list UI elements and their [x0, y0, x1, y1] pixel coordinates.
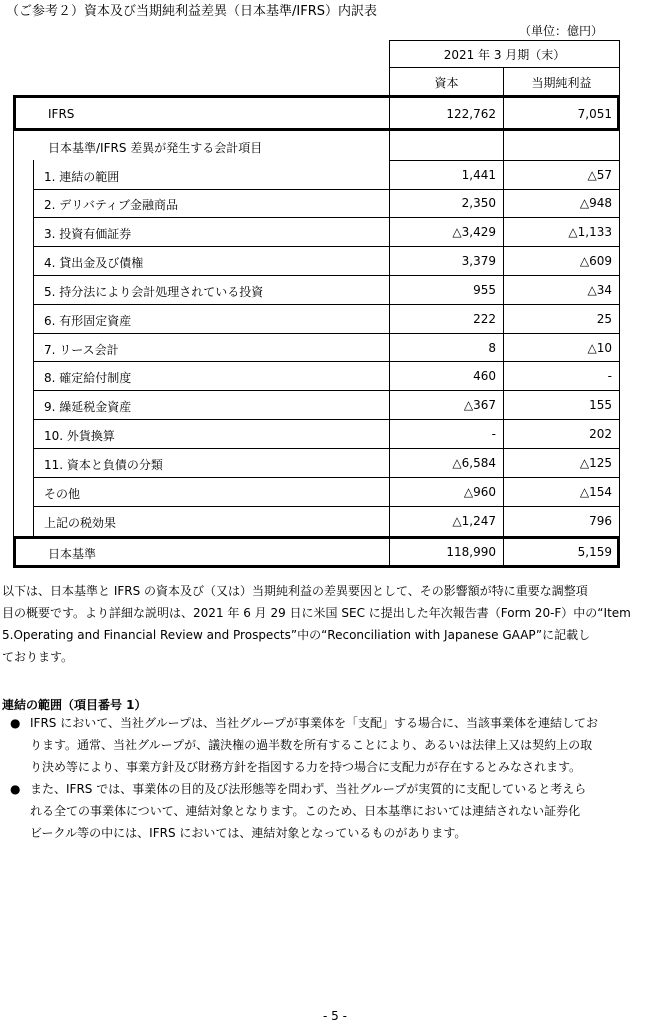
capital-value: 955 [473, 283, 496, 297]
net-income-value: 796 [589, 514, 612, 528]
bullet-line: り決め等により、事業方針及び財務方針を指図する力を持つ場合に支配力が存在するとみなされます。 [30, 760, 582, 774]
section-title: 連結の範囲（項目番号 1） [2, 698, 147, 712]
capital-value: 8 [488, 341, 496, 355]
net-income-value: △10 [587, 341, 612, 355]
capital-value: 222 [473, 312, 496, 326]
net-income-value: 25 [596, 312, 612, 326]
ifrs-capital-value: 122,762 [446, 107, 496, 121]
capital-value: △1,247 [452, 514, 496, 528]
ifrs-net-income-value: 7,051 [577, 107, 612, 121]
row-label: 11. 資本と負債の分類 [44, 458, 163, 472]
jgaap-net-income-value: 5,159 [577, 545, 612, 559]
ifrs-row-label: IFRS [48, 107, 75, 121]
row-label: 2. デリバティブ金融商品 [44, 198, 178, 212]
bullet-line: れる全ての事業体について、連結対象となります。このため、日本基準においては連結されない証券化 [30, 804, 581, 818]
row-label: 3. 投資有価証券 [44, 227, 132, 241]
difference-items-header: 日本基準/IFRS 差異が発生する会計項目 [48, 141, 263, 155]
net-income-value: 155 [589, 398, 612, 412]
jgaap-capital-value: 118,990 [446, 545, 496, 559]
row-label: 8. 確定給付制度 [44, 371, 132, 385]
row-label: 4. 貸出金及び債権 [44, 256, 144, 270]
bullet-line: ビークル等の中には、IFRS においては、連結対象となっているものがあります。 [30, 826, 467, 840]
net-income-value: △948 [579, 196, 612, 210]
row-label: 1. 連結の範囲 [44, 170, 120, 184]
bullet-line: ります。通常、当社グループが、議決権の過半数を所有することにより、あるいは法律上又は契約上の取 [30, 738, 593, 752]
paragraph-line: 目の概要です。より詳細な説明は、2021 年 6 月 29 日に米国 SEC に提出した年次報告書（Form 20-F）中の“Item [2, 606, 631, 620]
net-income-value: △609 [579, 254, 612, 268]
page-title: （ご参考２）資本及び当期純利益差異（日本基準/IFRS）内訳表 [6, 4, 377, 19]
row-label: 9. 繰延税金資産 [44, 400, 132, 414]
row-label: 10. 外貨換算 [44, 429, 115, 443]
capital-value: △367 [463, 398, 496, 412]
capital-value: 460 [473, 369, 496, 383]
capital-column-header: 資本 [434, 76, 459, 90]
capital-value: △960 [463, 485, 496, 499]
capital-value: △3,429 [452, 225, 496, 239]
row-label: 5. 持分法により会計処理されている投資 [44, 285, 264, 299]
page-number: - 5 - [323, 1009, 347, 1023]
row-label: 上記の税効果 [44, 516, 117, 530]
capital-value: - [491, 427, 496, 441]
paragraph-line: ております。 [2, 650, 74, 664]
unit-label: （単位：億円） [519, 24, 604, 38]
capital-value: △6,584 [452, 456, 496, 470]
capital-value: 2,350 [461, 196, 496, 210]
capital-value: 1,441 [461, 168, 496, 182]
net-income-column-header: 当期純利益 [531, 76, 592, 90]
net-income-value: 202 [589, 427, 612, 441]
row-label: 6. 有形固定資産 [44, 314, 132, 328]
paragraph-line: 5.Operating and Financial Review and Prospects”中の“Reconciliation with Japanese GAAP”に記載し [2, 628, 591, 642]
net-income-value: △57 [587, 168, 612, 182]
paragraph-line: 以下は、日本基準と IFRS の資本及び（又は）当期純利益の差異要因として、その影響額が特に重要な調整項 [2, 584, 588, 598]
net-income-value: - [607, 369, 612, 383]
net-income-value: △154 [579, 485, 612, 499]
net-income-value: △125 [579, 456, 612, 470]
net-income-value: △34 [587, 283, 612, 297]
period-header: 2021 年 3 月期（末） [443, 48, 566, 62]
row-label: 7. リース会計 [44, 343, 119, 357]
bullet-icon: ● [10, 782, 21, 796]
jgaap-row-label: 日本基準 [48, 547, 97, 561]
bullet-line: また、IFRS では、事業体の目的及び法形態等を問わず、当社グループが実質的に支配していると考えら [30, 782, 587, 796]
bullet-line: IFRS において、当社グループは、当社グループが事業体を「支配」する場合に、当該事業体を連結してお [30, 716, 599, 730]
row-label: その他 [44, 487, 81, 501]
bullet-icon: ● [10, 716, 21, 730]
net-income-value: △1,133 [568, 225, 612, 239]
capital-value: 3,379 [461, 254, 496, 268]
